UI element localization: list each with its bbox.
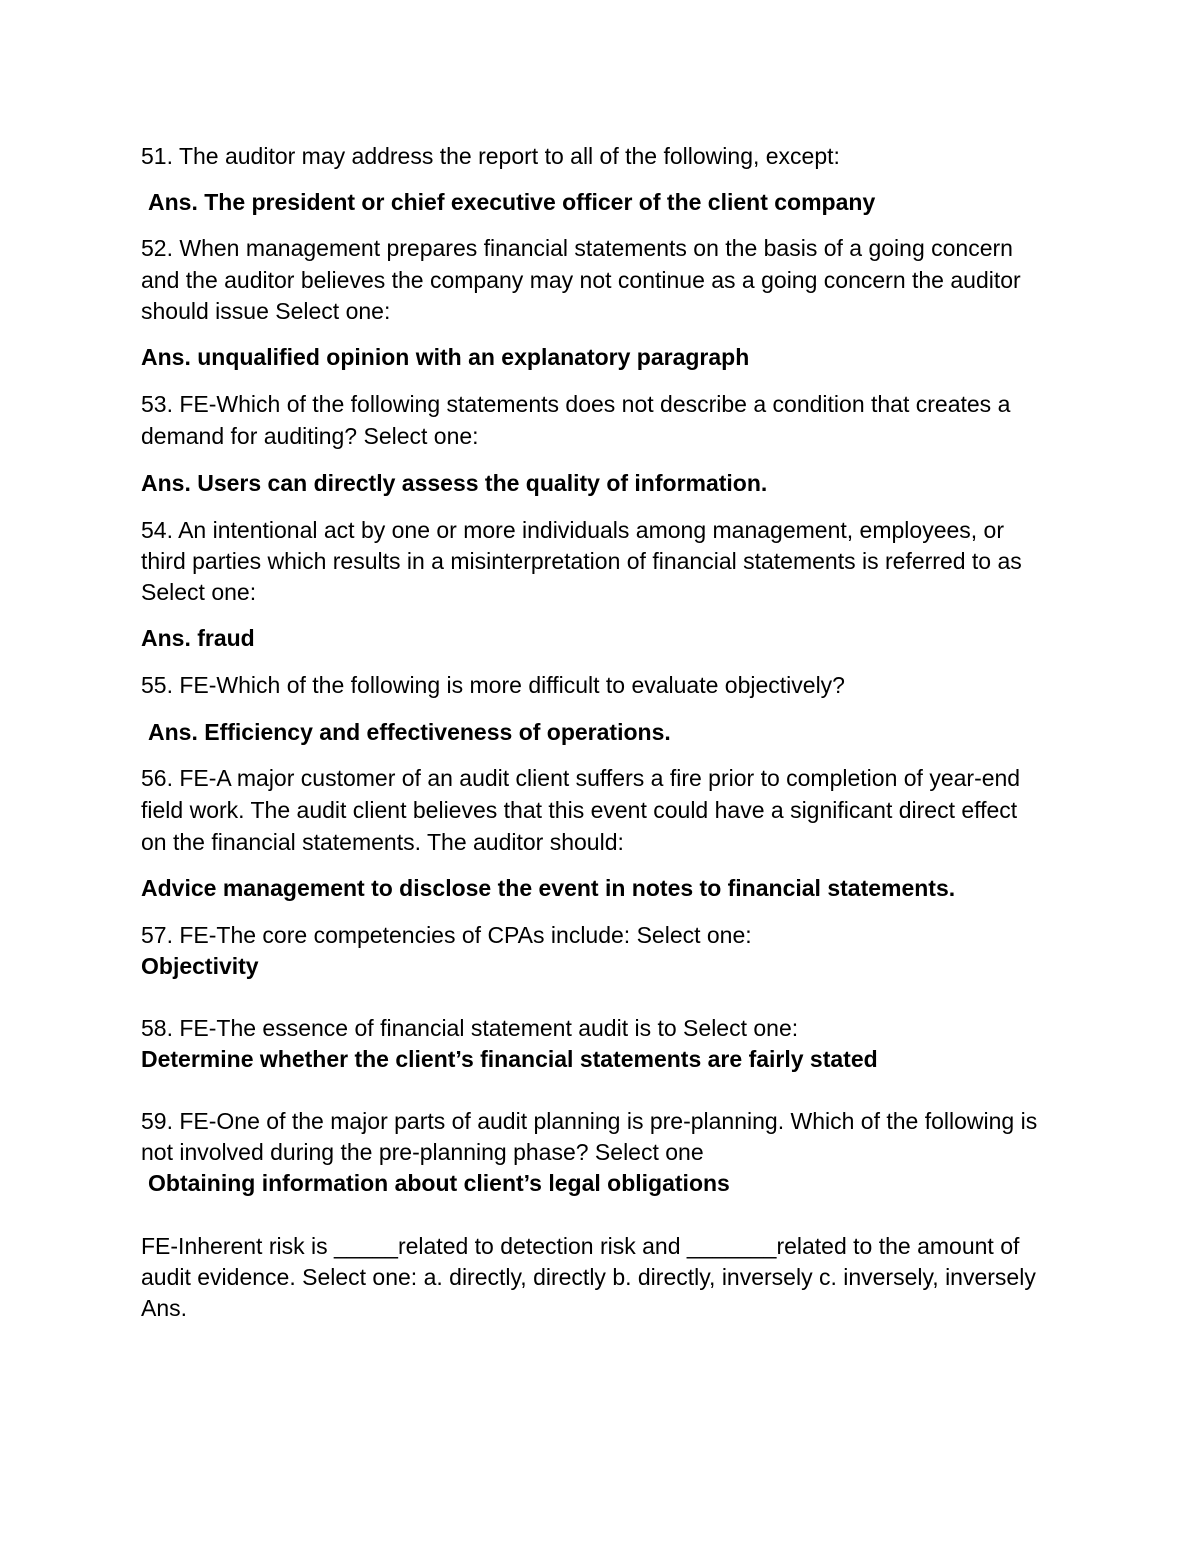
answer-53: Ans. Users can directly assess the quality of information. [141, 470, 768, 496]
answer-59: Obtaining information about client’s legal obligations [148, 1170, 730, 1196]
question-54-line-1: 54. An intentional act by one or more individuals among management, employees, or [141, 517, 1005, 543]
question-52-line-3: should issue Select one: [141, 298, 391, 324]
answer-56: Advice management to disclose the event in notes to financial statements. [141, 875, 956, 901]
question-57-line-1: 57. FE-The core competencies of CPAs include: Select one: [141, 922, 752, 948]
question-52-line-2: and the auditor believes the company may not continue as a going concern the auditor [141, 267, 1021, 293]
question-54-line-3: Select one: [141, 579, 257, 605]
question-59-line-1: 59. FE-One of the major parts of audit planning is pre-planning. Which of the following is [141, 1108, 1038, 1134]
answer-52: Ans. unqualified opinion with an explanatory paragraph [141, 344, 750, 370]
question-56-line-2: field work. The audit client believes that this event could have a significant direct effect [141, 797, 1018, 823]
question-56-line-1: 56. FE-A major customer of an audit client suffers a fire prior to completion of year-end [141, 765, 1021, 791]
question-55-line-1: 55. FE-Which of the following is more difficult to evaluate objectively? [141, 672, 845, 698]
answer-54: Ans. fraud [141, 625, 255, 651]
question-58-line-1: 58. FE-The essence of financial statement audit is to Select one: [141, 1015, 799, 1041]
answer-51: Ans. The president or chief executive officer of the client company [148, 189, 876, 215]
question-60-line-2: audit evidence. Select one: a. directly, directly b. directly, inversely c. inversely, inversely [141, 1264, 1036, 1290]
question-60-line-1: FE-Inherent risk is _____related to detection risk and _______related to the amount of [141, 1233, 1020, 1259]
question-53-line-2: demand for auditing? Select one: [141, 423, 479, 449]
answer-57: Objectivity [141, 953, 259, 979]
answer-55: Ans. Efficiency and effectiveness of operations. [148, 719, 671, 745]
question-51-line-1: 51. The auditor may address the report to all of the following, except: [141, 143, 840, 169]
question-60-line-3: Ans. [141, 1295, 188, 1321]
question-56-line-3: on the financial statements. The auditor should: [141, 829, 624, 855]
question-59-line-2: not involved during the pre-planning phase? Select one [141, 1139, 704, 1165]
question-52-line-1: 52. When management prepares financial statements on the basis of a going concern [141, 235, 1013, 261]
question-53-line-1: 53. FE-Which of the following statements does not describe a condition that creates a [141, 391, 1011, 417]
answer-58: Determine whether the client’s financial statements are fairly stated [141, 1046, 878, 1072]
question-54-line-2: third parties which results in a misinterpretation of financial statements is referred to as [141, 548, 1022, 574]
